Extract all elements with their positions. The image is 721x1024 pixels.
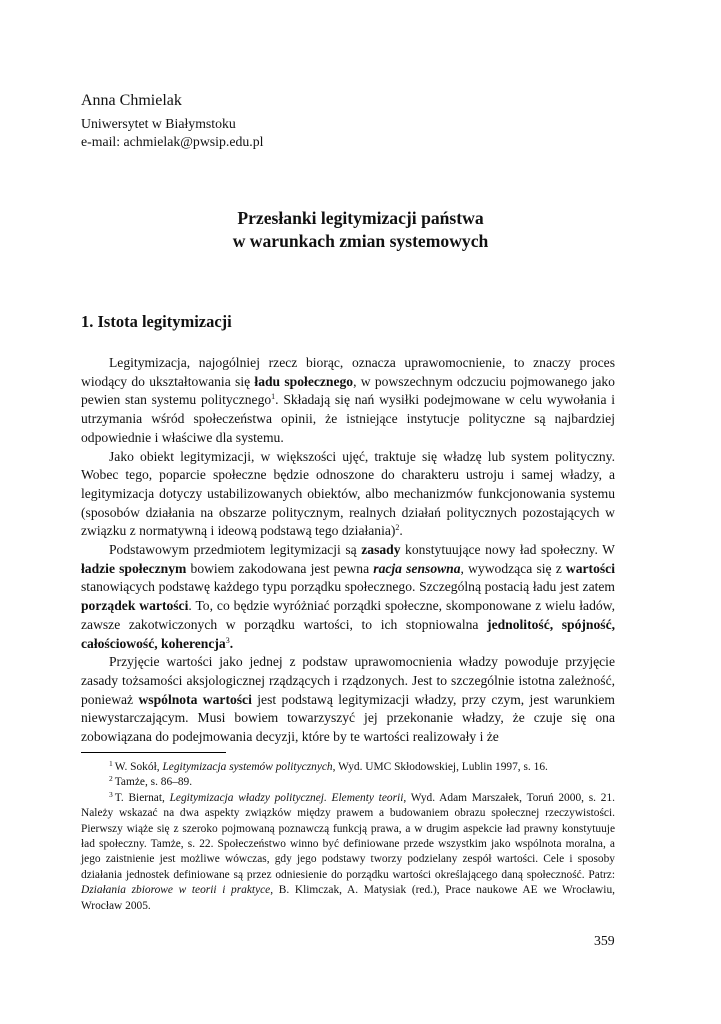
author-name: Anna Chmielak xyxy=(81,92,182,109)
title-line-2: w warunkach zmian systemowych xyxy=(232,231,489,251)
body-text xyxy=(81,354,615,747)
footnote-ref-3: 3 xyxy=(225,635,230,645)
page-number: 359 xyxy=(594,933,615,948)
footnotes xyxy=(81,760,615,914)
author-block xyxy=(81,91,263,151)
article-title xyxy=(0,207,721,253)
author-email: e-mail: achmielak@pwsip.edu.pl xyxy=(81,134,264,149)
paragraph-1: Legitymizacja, najogólniej rzecz biorąc, oznacza uprawomocnienie, to znaczy proces wiodący do ukształtowania się ładu społecznego, w powszechnym odczuciu pojmowanego jako pewien stan systemu politycznego$^1$. Składają się nań wysiłki podejmowane w celu wywołania i utrzymania wśród społeczeństwa opinii, że istniejące instytucje polityczne są najbardziej odpowiednie i właściwe dla systemu. xyxy=(81,355,615,445)
footnote-separator xyxy=(81,752,226,753)
paragraph-3: Podstawowym przedmiotem legitymizacji są zasady konstytuujące nowy ład społeczny. W ładzie społecznym bowiem zakodowana jest pewna racja sensowna, wywodząca się z wartości stanowiących podstawę każdego typu porządku społecznego. Szczególną postacią ładu jest zatem porządek wartości. To, co będzie wyróżniać porządki społeczne, skomponowane z wielu ładów, zawsze zakotwiczonych w porządku wartości, to ich stopniowalna jednolitość, spójność, całościowość, koherencja$^3$. xyxy=(81,542,616,651)
title-line-1: Przesłanki legitymizacji państwa xyxy=(237,208,484,228)
section-heading: 1. Istota legitymizacji xyxy=(81,312,232,331)
footnote-1: $^1$ W. Sokół, Legitymizacja systemów politycznych, Wyd. UMC Skłodowskiej, Lublin 1997, s. 16. xyxy=(109,759,548,773)
paragraph-4: Przyjęcie wartości jako jednej z podstaw uprawomocnienia władzy powoduje przyjęcie zasady tożsamości aksjologicznej rządzących i rządzonych. Jest to szczególnie istotna zależność, ponieważ wspólnota wartości jest podstawą legitymizacji władzy, przy czym, jest warunkiem niewystarczającym. Musi bowiem towarzyszyć jej przekonanie władzy, że czuje się ona zobowiązana do podejmowania decyzji, które by te wartości realizowały i że xyxy=(81,654,615,745)
footnote-3: $^3$ T. Biernat, Legitymizacja władzy politycznej. Elementy teorii, Wyd. Adam Marszałek, Toruń 2000, s. 21. Należy wskazać na dwa aspekty związków między prawem a budowaniem obrazu społecznej rzeczywistości. Pierwszy wiąże się z szeroko pojmowaną poznawczą funkcją prawa, a w drugim aspekcie ład prawny konstytuuje ład społeczny. Tamże, s. 22. Społeczeństwo winno być definiowane przede wszystkim jako wspólnota moralna, a jego zaistnienie jest możliwe wówczas, gdy jego podstawy tworzy podzielany zespół wartości. Cele i sposoby działania jednostek definiowane są przez odniesienie do porządku wartości określającego daną społeczność. Patrz: Działania zbiorowe w teorii i praktyce, B. Klimczak, A. Matysiak (red.), Prace naukowe AE we Wrocławiu, Wrocław 2005. xyxy=(81,789,615,912)
footnote-ref-2: 2 xyxy=(395,523,400,533)
paragraph-2: Jako obiekt legitymizacji, w większości ujęć, traktuje się władzę lub system polityczny. Wobec tego, poparcie społeczne będzie odnoszone do charakteru ustroju i samej władzy, a legitymizacja dotyczy ustabilizowanych obiektów, albo mechanizmów funkcjonowania systemu (sposobów działania na obszarze politycznym, realnych działań politycznych pozostających w związku z normatywną i ideową podstawą tego działania)$^2$. xyxy=(81,448,615,539)
footnote-ref-1: 1 xyxy=(271,392,276,402)
author-affiliation: Uniwersytet w Białymstoku xyxy=(81,116,236,131)
footnote-2: $^2$ Tamże, s. 86–89. xyxy=(109,774,193,789)
